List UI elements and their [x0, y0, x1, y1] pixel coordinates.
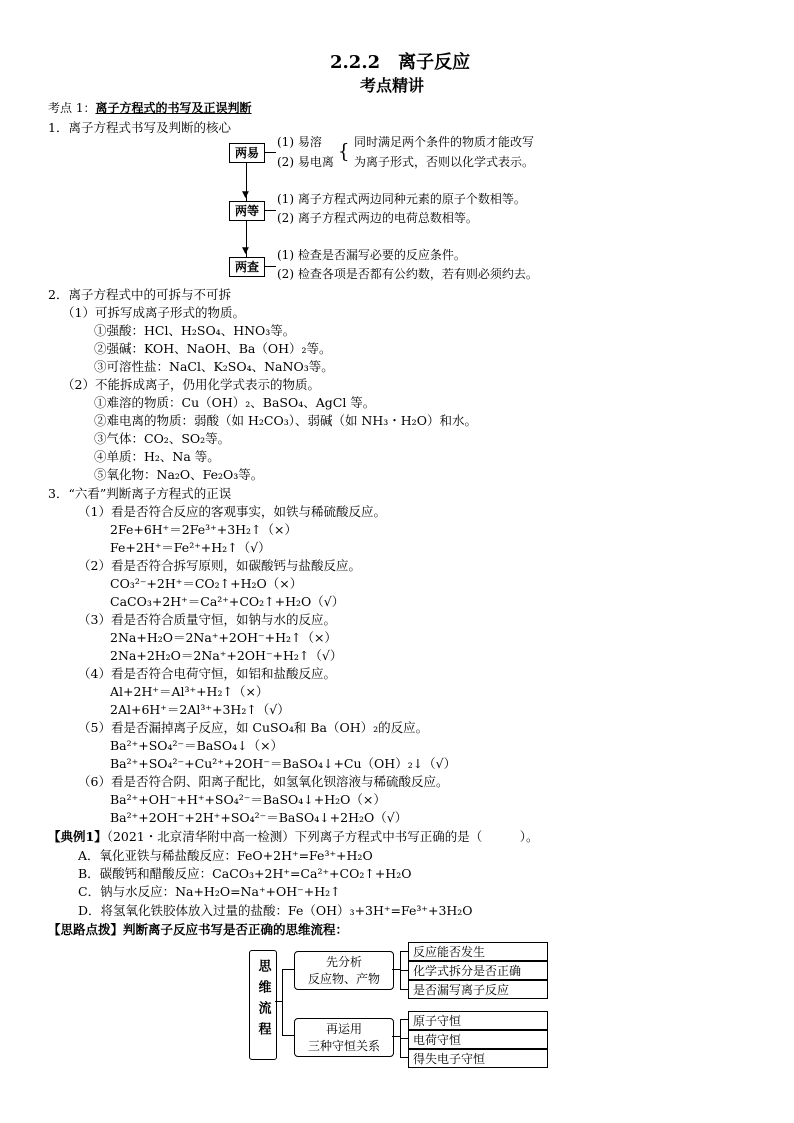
flow-s1-t1 — [400, 951, 408, 952]
box1-note-1: 同时满足两个条件的物质才能改写 — [354, 135, 535, 149]
s3-line-6: （3）看是否符合质量守恒，如钠与水的反应。 — [78, 612, 336, 627]
example-stem-text: （2021・北京清华附中高一检测）下列离子方程式中书写正确的是（ ）。 — [106, 829, 539, 844]
flow-hline-s2 — [282, 1035, 294, 1036]
box3-item-2: (2) 检查各项是否都有公约数，若有则必须约去。 — [277, 267, 538, 281]
s3-line-5: CaCO₃+2H⁺＝Ca²⁺+CO₂↑+H₂O（√） — [110, 594, 345, 609]
flow-s1-item-2: 化学式拆分是否正确 — [408, 961, 548, 980]
dash-3 — [264, 266, 276, 267]
flow-s1-out — [392, 969, 400, 970]
flow-s2-t2 — [400, 1038, 408, 1039]
box-liangcha: 两查 — [229, 257, 265, 277]
box3-item-1: (1) 检查是否漏写必要的反应条件。 — [277, 248, 466, 262]
example-label: 【典例1】 — [48, 829, 107, 844]
flow-step2-line1: 再运用 — [325, 1022, 362, 1036]
s2-line-2: ②强碱：KOH、NaOH、Ba（OH）₂等。 — [94, 341, 332, 356]
flow-s2-t3 — [400, 1057, 408, 1058]
flow-step1-line2: 反应物、产物 — [307, 972, 380, 986]
s2-line-5: ①难溶的物质：Cu（OH）₂、BaSO₄、AgCl 等。 — [94, 395, 376, 410]
tip-text: 判断离子反应书写是否正确的思维流程： — [123, 922, 349, 937]
flow-s2-item-2: 电荷守恒 — [408, 1030, 548, 1049]
box1-item-1: (1) 易溶 — [277, 135, 322, 149]
s2-line-1: ①强酸：HCl、H₂SO₄、HNO₃等。 — [94, 323, 296, 338]
s3-line-9: （4）看是否符合电荷守恒，如铝和盐酸反应。 — [78, 666, 336, 681]
s3-line-12: （5）看是否漏掉离子反应，如 CuSO₄和 Ba（OH）₂的反应。 — [78, 720, 429, 735]
flow-hline-main — [275, 1001, 282, 1002]
box2-item-2: (2) 离子方程式两边的电荷总数相等。 — [277, 211, 478, 225]
dash-1 — [264, 152, 276, 153]
flow-step2 — [294, 1018, 394, 1057]
section3-heading: 3．“六看”判断离子方程式的正误 — [48, 486, 232, 501]
kaodian-prefix: 考点 1： — [48, 101, 96, 115]
flow-vline-main — [282, 969, 283, 1035]
tip-label: 【思路点拨】 — [48, 922, 124, 937]
box2-item-1: (1) 离子方程式两边同种元素的原子个数相等。 — [277, 192, 526, 206]
flow-s2-item-1: 原子守恒 — [408, 1011, 548, 1030]
flow-step2-line2: 三种守恒关系 — [307, 1039, 380, 1053]
flow-s1-t3 — [400, 989, 408, 990]
s2-line-3: ③可溶性盐：NaCl、K₂SO₄、NaNO₃等。 — [94, 359, 334, 374]
box-liangyi: 两易 — [229, 143, 265, 163]
option-d: D．将氢氧化铁胶体放入过量的盐酸：Fe（OH）₃+3H⁺=Fe³⁺+3H₂O — [78, 903, 473, 918]
flow-hline-s1 — [282, 969, 294, 970]
flow-s2-out — [392, 1036, 400, 1037]
flow-step1 — [294, 951, 394, 990]
flow-main-box — [249, 950, 277, 1060]
page-subtitle: 考点精讲 — [360, 76, 425, 95]
s3-line-17: Ba²⁺+2OH⁻+2H⁺+SO₄²⁻＝BaSO₄↓+2H₂O（√） — [110, 810, 408, 825]
s2-line-6: ②难电离的物质：弱酸（如 H₂CO₃）、弱碱（如 NH₃・H₂O）和水。 — [94, 413, 477, 428]
option-c: C．钠与水反应：Na+H₂O=Na⁺+OH⁻+H₂↑ — [78, 884, 341, 899]
s2-line-7: ③气体：CO₂、SO₂等。 — [94, 431, 231, 446]
s3-line-4: CO₃²⁻+2H⁺＝CO₂↑+H₂O（×） — [110, 576, 303, 591]
flow-s1-item-1: 反应能否发生 — [408, 942, 548, 961]
flow-s2-t1 — [400, 1019, 408, 1020]
s2-line-0: （1）可拆写成离子形式的物质。 — [62, 305, 245, 320]
option-a: A．氧化亚铁与稀盐酸反应：FeO+2H⁺=Fe³⁺+H₂O — [78, 848, 373, 863]
s3-line-3: （2）看是否符合拆写原则，如碳酸钙与盐酸反应。 — [78, 558, 361, 573]
s3-line-11: 2Al+6H⁺＝2Al³⁺+3H₂↑（√） — [110, 702, 290, 717]
page-title: 2.2.2 离子反应 — [330, 52, 471, 73]
flow-s2-item-3: 得失电子守恒 — [408, 1049, 548, 1068]
dash-2 — [264, 210, 276, 211]
box1-item-2: (2) 易电离 — [277, 155, 334, 169]
s3-line-14: Ba²⁺+SO₄²⁻+Cu²⁺+2OH⁻＝BaSO₄↓+Cu（OH）₂↓（√） — [110, 756, 457, 771]
brace: { — [338, 139, 350, 163]
flow-s1-t2 — [400, 970, 408, 971]
s3-line-0: （1）看是否符合反应的客观事实，如铁与稀硫酸反应。 — [78, 504, 386, 519]
kaodian-heading — [48, 101, 251, 115]
arrow-1: ▼ — [242, 190, 249, 200]
section1-heading: 1．离子方程式书写及判断的核心 — [48, 120, 231, 135]
s3-line-2: Fe+2H⁺＝Fe²⁺+H₂↑（√） — [110, 540, 271, 555]
box1-note-2: 为离子形式，否则以化学式表示。 — [354, 155, 535, 169]
s3-line-8: 2Na+2H₂O＝2Na⁺+2OH⁻+H₂↑（√） — [110, 648, 343, 663]
s3-line-16: Ba²⁺+OH⁻+H⁺+SO₄²⁻＝BaSO₄↓+H₂O（×） — [110, 792, 386, 807]
arrow-2: ▼ — [242, 246, 249, 256]
section2-heading: 2．离子方程式中的可拆与不可拆 — [48, 287, 231, 302]
flow-s1-item-3: 是否漏写离子反应 — [408, 980, 548, 999]
tip-heading — [48, 922, 348, 937]
s3-line-7: 2Na+H₂O＝2Na⁺+2OH⁻+H₂↑（×） — [110, 630, 337, 645]
s2-line-4: （2）不能拆成离子，仍用化学式表示的物质。 — [62, 377, 320, 392]
s3-line-10: Al+2H⁺＝Al³⁺+H₂↑（×） — [110, 684, 269, 699]
box-liangdeng: 两等 — [229, 201, 265, 221]
s2-line-8: ④单质：H₂、Na 等。 — [94, 449, 220, 464]
kaodian-text: 离子方程式的书写及正误判断 — [95, 101, 252, 115]
s3-line-13: Ba²⁺+SO₄²⁻＝BaSO₄↓（×） — [110, 738, 284, 753]
example-stem — [48, 829, 539, 844]
flow-step1-line1: 先分析 — [325, 955, 362, 969]
s3-line-15: （6）看是否符合阴、阳离子配比，如氢氧化钡溶液与稀硫酸反应。 — [78, 774, 449, 789]
flow-main-text: 思维流程 — [255, 959, 271, 1043]
s2-line-9: ⑤氧化物：Na₂O、Fe₂O₃等。 — [94, 467, 264, 482]
s3-line-1: 2Fe+6H⁺＝2Fe³⁺+3H₂↑（×） — [110, 522, 297, 537]
option-b: B．碳酸钙和醋酸反应：CaCO₃+2H⁺=Ca²⁺+CO₂↑+H₂O — [78, 866, 412, 881]
